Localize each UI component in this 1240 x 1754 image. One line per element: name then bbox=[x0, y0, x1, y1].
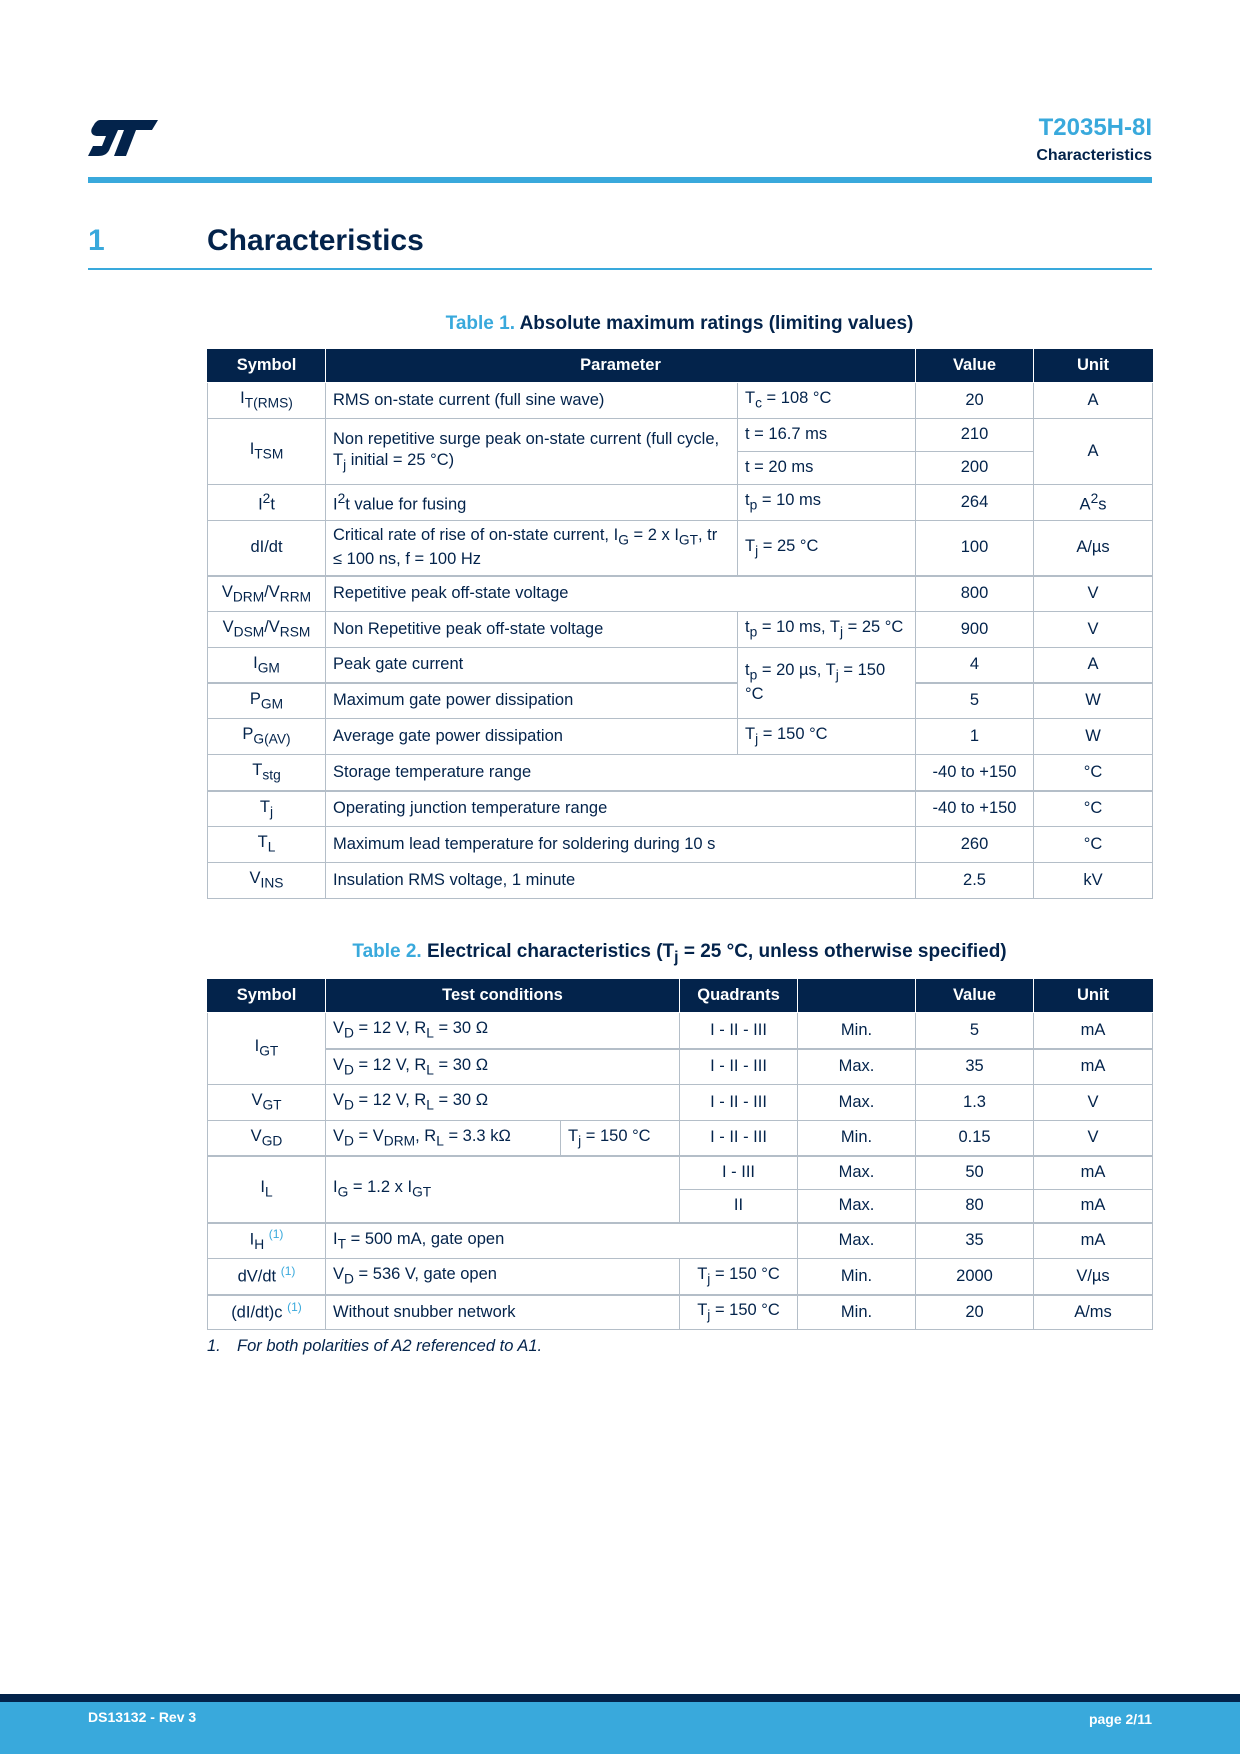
table1-caption-text: Absolute maximum ratings (limiting values) bbox=[519, 313, 914, 334]
table-row bbox=[208, 576, 1153, 612]
unit-cell: mA bbox=[1034, 1013, 1153, 1049]
value-cell: 5 bbox=[916, 1013, 1034, 1049]
condition-cell: $T_j = 150$ °C bbox=[738, 719, 916, 755]
symbol-cell: $T_j$ bbox=[208, 791, 326, 827]
condition-cell: $V_D = 12$ V, $R_L = 30$ Ω bbox=[326, 1049, 680, 1085]
symbol-cell: $P_{GM}$ bbox=[208, 683, 326, 719]
unit-cell: W bbox=[1034, 719, 1153, 755]
condition-cell: $V_D = 536$ V, gate open bbox=[326, 1259, 680, 1295]
symbol-cell: $I_{GM}$ bbox=[208, 648, 326, 683]
unit-cell: kV bbox=[1034, 863, 1153, 899]
header-symbol: Symbol bbox=[208, 349, 326, 383]
table2-caption: Table 2. Electrical characteristics ($T_j = 25$ °C, unless otherwise specified) bbox=[352, 941, 1007, 966]
condition-cell: $T_j = 25$ °C bbox=[738, 521, 916, 576]
value-cell: 900 bbox=[916, 612, 1034, 648]
st-logo bbox=[88, 118, 158, 158]
value-cell: 2000 bbox=[916, 1259, 1034, 1295]
table-row bbox=[208, 1223, 1153, 1259]
value-cell: 1 bbox=[916, 719, 1034, 755]
quadrant-cell: I - II - III bbox=[680, 1121, 798, 1156]
symbol-cell: dI/dt bbox=[208, 521, 326, 576]
condition-cell: t = 16.7 ms bbox=[738, 419, 916, 452]
condition-cell: $V_D = 12$ V, $R_L = 30$ Ω bbox=[326, 1013, 680, 1049]
unit-cell: $A^2s$ bbox=[1034, 485, 1153, 521]
unit-cell: V bbox=[1034, 612, 1153, 648]
unit-cell: A bbox=[1034, 648, 1153, 683]
unit-cell: A bbox=[1034, 419, 1153, 485]
footnote-number: 1. bbox=[207, 1337, 221, 1355]
value-cell: 20 bbox=[916, 1295, 1034, 1330]
section-rule bbox=[88, 268, 1152, 270]
footer-dark-band bbox=[0, 1694, 1240, 1702]
value-cell: 800 bbox=[916, 576, 1034, 612]
min-max-cell: Min. bbox=[798, 1295, 916, 1330]
quadrant-cell: I - III bbox=[680, 1156, 798, 1190]
value-cell: 4 bbox=[916, 648, 1034, 683]
value-cell: 1.3 bbox=[916, 1085, 1034, 1121]
symbol-cell: $V_{DRM}/V_{RRM}$ bbox=[208, 576, 326, 612]
header-unit: Unit bbox=[1034, 349, 1153, 383]
parameter-cell: Non repetitive surge peak on-state current (full cycle, $T_j$ initial = 25 °C) bbox=[326, 419, 738, 485]
value-cell: -40 to +150 bbox=[916, 791, 1034, 827]
table-row bbox=[208, 1049, 1153, 1085]
unit-cell: V bbox=[1034, 1121, 1153, 1156]
condition-cell: $t_p = 10$ ms bbox=[738, 485, 916, 521]
parameter-cell: Insulation RMS voltage, 1 minute bbox=[326, 863, 916, 899]
condition-cell: t = 20 ms bbox=[738, 452, 916, 485]
condition-cell: $t_p = 20$ µs, $T_j = 150$ °C bbox=[738, 648, 916, 719]
min-max-cell: Max. bbox=[798, 1190, 916, 1223]
value-cell: 2.5 bbox=[916, 863, 1034, 899]
min-max-cell: Max. bbox=[798, 1156, 916, 1190]
unit-cell: V/µs bbox=[1034, 1259, 1153, 1295]
parameter-cell: RMS on-state current (full sine wave) bbox=[326, 383, 738, 419]
unit-cell: mA bbox=[1034, 1190, 1153, 1223]
table-row bbox=[208, 521, 1153, 576]
value-cell: 20 bbox=[916, 383, 1034, 419]
unit-cell: V bbox=[1034, 576, 1153, 612]
value-cell: 35 bbox=[916, 1223, 1034, 1259]
unit-cell: °C bbox=[1034, 755, 1153, 791]
document-title: T2035H-8I bbox=[1038, 114, 1152, 141]
min-max-cell: Min. bbox=[798, 1121, 916, 1156]
min-max-cell: Min. bbox=[798, 1259, 916, 1295]
table-row bbox=[208, 863, 1153, 899]
junction-temp-cell: $T_j = 150$ °C bbox=[561, 1121, 680, 1156]
table-row bbox=[208, 827, 1153, 863]
table-row bbox=[208, 791, 1153, 827]
value-cell: 210 bbox=[916, 419, 1034, 452]
table1-caption-number: Table 1. bbox=[445, 313, 515, 334]
footnote-text: For both polarities of A2 referenced to A1. bbox=[237, 1337, 543, 1355]
symbol-cell: $I_L$ bbox=[208, 1156, 326, 1223]
document-section-name: Characteristics bbox=[1036, 147, 1152, 164]
symbol-cell: $I_{TSM}$ bbox=[208, 419, 326, 485]
table-header-row bbox=[208, 979, 1153, 1013]
parameter-cell: Maximum lead temperature for soldering during 10 s bbox=[326, 827, 916, 863]
quadrant-cell: I - II - III bbox=[680, 1085, 798, 1121]
value-cell: 5 bbox=[916, 683, 1034, 719]
symbol-cell: $I_H$ $^{(1)}$ bbox=[208, 1223, 326, 1259]
symbol-cell: $I_{T(RMS)}$ bbox=[208, 383, 326, 419]
condition-cell: $V_D = V_{DRM}$, $R_L = 3.3$ kΩ bbox=[326, 1121, 561, 1156]
parameter-cell: Critical rate of rise of on-state current, $I_G = 2$ x $I_{GT}$, tr ≤ 100 ns, f = 100 Hz bbox=[326, 521, 738, 576]
unit-cell: mA bbox=[1034, 1049, 1153, 1085]
header-quadrants: Quadrants bbox=[680, 979, 798, 1013]
min-max-cell: Max. bbox=[798, 1049, 916, 1085]
header-test-conditions: Test conditions bbox=[326, 979, 680, 1013]
table-row bbox=[208, 719, 1153, 755]
header-blank bbox=[798, 979, 916, 1013]
parameter-cell: Non Repetitive peak off-state voltage bbox=[326, 612, 738, 648]
value-cell: 35 bbox=[916, 1049, 1034, 1085]
symbol-cell: $I_{GT}$ bbox=[208, 1013, 326, 1085]
header-unit: Unit bbox=[1034, 979, 1153, 1013]
symbol-cell: $V_{GD}$ bbox=[208, 1121, 326, 1156]
footnote bbox=[207, 1337, 542, 1356]
parameter-cell: Maximum gate power dissipation bbox=[326, 683, 738, 719]
symbol-cell: $P_{G(AV)}$ bbox=[208, 719, 326, 755]
table-row bbox=[208, 683, 1153, 719]
table2-caption-number: Table 2. bbox=[352, 941, 422, 962]
symbol-cell: $I^2t$ bbox=[208, 485, 326, 521]
table-row bbox=[208, 1013, 1153, 1049]
condition-cell: $t_p = 10$ ms, $T_j = 25$ °C bbox=[738, 612, 916, 648]
symbol-cell: $V_{DSM}/V_{RSM}$ bbox=[208, 612, 326, 648]
symbol-cell: dV/dt $^{(1)}$ bbox=[208, 1259, 326, 1295]
table-row bbox=[208, 419, 1153, 452]
table1-caption bbox=[207, 313, 1152, 335]
unit-cell: mA bbox=[1034, 1223, 1153, 1259]
symbol-cell: $V_{GT}$ bbox=[208, 1085, 326, 1121]
table-row bbox=[208, 755, 1153, 791]
symbol-cell: $T_L$ bbox=[208, 827, 326, 863]
unit-cell: A/µs bbox=[1034, 521, 1153, 576]
table-row bbox=[208, 1259, 1153, 1295]
footer-document-id: DS13132 - Rev 3 bbox=[88, 1709, 197, 1725]
min-max-cell: Max. bbox=[798, 1223, 916, 1259]
footer-page-number: page 2/11 bbox=[1088, 1711, 1152, 1727]
table-row bbox=[208, 485, 1153, 521]
value-cell: 264 bbox=[916, 485, 1034, 521]
unit-cell: A bbox=[1034, 383, 1153, 419]
unit-cell: V bbox=[1034, 1085, 1153, 1121]
condition-cell: $I_T = 500$ mA, gate open bbox=[326, 1223, 798, 1259]
table-row bbox=[208, 1156, 1153, 1190]
section-title: Characteristics bbox=[207, 224, 424, 257]
header-value: Value bbox=[916, 979, 1034, 1013]
value-cell: 200 bbox=[916, 452, 1034, 485]
header-parameter: Parameter bbox=[326, 349, 916, 383]
electrical-characteristics-table bbox=[207, 979, 1153, 1330]
unit-cell: °C bbox=[1034, 827, 1153, 863]
table-row bbox=[208, 612, 1153, 648]
table-header-row bbox=[208, 349, 1153, 383]
unit-cell: °C bbox=[1034, 791, 1153, 827]
table-row bbox=[208, 648, 1153, 683]
parameter-cell: Storage temperature range bbox=[326, 755, 916, 791]
quadrant-cell: I - II - III bbox=[680, 1049, 798, 1085]
value-cell: 260 bbox=[916, 827, 1034, 863]
min-max-cell: Min. bbox=[798, 1013, 916, 1049]
parameter-cell: Operating junction temperature range bbox=[326, 791, 916, 827]
junction-temp-cell: $T_j = 150$ °C bbox=[680, 1295, 798, 1330]
absolute-maximum-ratings-table bbox=[207, 349, 1153, 899]
value-cell: 80 bbox=[916, 1190, 1034, 1223]
symbol-cell: $T_{stg}$ bbox=[208, 755, 326, 791]
value-cell: 100 bbox=[916, 521, 1034, 576]
parameter-cell: Average gate power dissipation bbox=[326, 719, 738, 755]
quadrant-cell: I - II - III bbox=[680, 1013, 798, 1049]
parameter-cell: Repetitive peak off-state voltage bbox=[326, 576, 916, 612]
table-row bbox=[208, 1121, 1153, 1156]
condition-cell: $V_D = 12$ V, $R_L = 30$ Ω bbox=[326, 1085, 680, 1121]
condition-cell: Without snubber network bbox=[326, 1295, 680, 1330]
header-symbol: Symbol bbox=[208, 979, 326, 1013]
junction-temp-cell: $T_j = 150$ °C bbox=[680, 1259, 798, 1295]
value-cell: 0.15 bbox=[916, 1121, 1034, 1156]
condition-cell: $T_c = 108$ °C bbox=[738, 383, 916, 419]
parameter-cell: $I^2t$ value for fusing bbox=[326, 485, 738, 521]
parameter-cell: Peak gate current bbox=[326, 648, 738, 683]
table-row bbox=[208, 1295, 1153, 1330]
symbol-cell: $V_{INS}$ bbox=[208, 863, 326, 899]
unit-cell: A/ms bbox=[1034, 1295, 1153, 1330]
value-cell: -40 to +150 bbox=[916, 755, 1034, 791]
symbol-cell: (dI/dt)c $^{(1)}$ bbox=[208, 1295, 326, 1330]
header-rule bbox=[88, 177, 1152, 183]
unit-cell: W bbox=[1034, 683, 1153, 719]
unit-cell: mA bbox=[1034, 1156, 1153, 1190]
table-row bbox=[208, 1085, 1153, 1121]
section-number: 1 bbox=[88, 224, 105, 257]
header-value: Value bbox=[916, 349, 1034, 383]
quadrant-cell: II bbox=[680, 1190, 798, 1223]
table-row bbox=[208, 383, 1153, 419]
min-max-cell: Max. bbox=[798, 1085, 916, 1121]
condition-cell: $I_G = 1.2$ x $I_{GT}$ bbox=[326, 1156, 680, 1223]
value-cell: 50 bbox=[916, 1156, 1034, 1190]
